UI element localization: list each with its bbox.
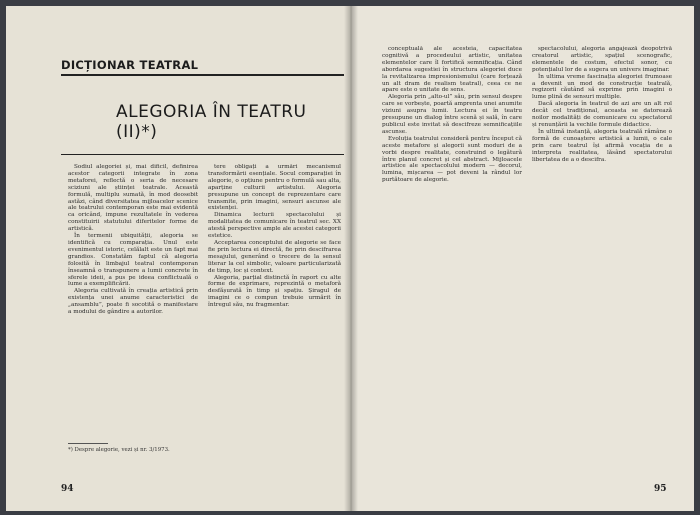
right-page <box>352 6 694 511</box>
paragraph: Alegoria prin „alto-ul” său, prin sensul despre care se vorbește, poartă amprenta unei anumite viziuni asupra lumii. Lectura ei în teatru presupune un dialog între scenă și sală, în care publicul este invitat să descifreze semnificațiile ascunse. <box>382 94 522 135</box>
left-column-1 <box>68 164 198 439</box>
footnote-rule <box>68 443 108 444</box>
left-page <box>6 6 350 511</box>
right-column-2 <box>532 46 672 478</box>
page-number-left: 94 <box>61 484 74 494</box>
paragraph: conceptuală ale acesteia, capacitatea cognitivă a procedeului artistic, unitatea elementelor care îl fortifică semnificația. Când abordarea sugestiei în structura alegoriei duce la revitalizarea impresionismului (care forțează un alt dram de realism teatral), ceea ce ne apare este o unitate de sens. <box>382 46 522 94</box>
book-gutter <box>344 6 358 511</box>
paragraph: Dinamica lecturii spectacolului și modalitatea de comunicare în teatrul sec. XX atestă perspective ample ale acestei categorii estetice. <box>208 212 341 240</box>
footnote: *) Despre alegorie, vezi și nr. 3/1973. <box>68 447 170 453</box>
paragraph: În termenii ubiquității, alegoria se identifică cu comparația. Unul este evenimentul istoric, celălalt este un fapt mai grandios. Constatăm faptul că alegoria folosită în limbajul teatral contemporan înseamnă o transpunere a lumii concrete în sferele ideii, a pus pe ideea conflictuală o lume a exemplificării. <box>68 233 198 288</box>
paragraph: Evoluția teatrului consideră pentru început că aceste metafore și alegorii sunt moduri de a vorbi despre realitate, construind o legătură între planul concret și cel abstract. Mijloacele artistice ale spectacolului modern — decorul, lumina, mișcarea — pot deveni la rândul lor purtătoare de alegorie. <box>382 135 522 184</box>
paragraph: Alegoria cultivată în creația artistică prin existența unei anume caracteristici de „ansamblu”, poate fi socotită o manifestare a modului de gândire a autorilor. <box>68 288 198 316</box>
paragraph: spectacolului, alegoria angajează deopotrivă creatorul artistic, spațiul scenografic, elementele de costum, efectul sonor, cu potențialul lor de a sugera un univers imaginar. <box>532 46 672 73</box>
section-heading: DICȚIONAR TEATRAL <box>61 58 199 72</box>
paragraph: Dacă alegoria în teatrul de azi are un alt rol decât cel tradițional, aceasta se datorează noilor modalități de comunicare cu spectatorul și renunțării la vechile formule didactice. <box>532 101 672 128</box>
paragraph: În ultimă instanță, alegoria teatrală rămâne o formă de cunoaștere artistică a lumii, o cale prin care teatrul își afirmă vocația de a interpreta realitatea, lăsând spectatorului libertatea de a o descifra. <box>532 128 672 163</box>
right-column-1 <box>382 46 522 478</box>
heading-rule <box>61 74 344 76</box>
paragraph: Alegoria, parțial distinctă în raport cu alte forme de exprimare, reprezintă o metaforă desfășurată în timp și spațiu. Șiragul de imagini ce o compun trebuie urmărit în întregul său, nu fragmentar. <box>208 274 341 309</box>
paragraph: Sodiul alegoriei și, mai dificil, definirea acestor categorii integrate în zona metaforei, reflectă o seria de necesare sciziuni ale științei teatrale. Această formulă, multiplu sumată, în mod deosebit astăzi, când diversitatea mijloacelor scenice ale teatrului contemporan este mai evidentă ca oricând, impune rezultatele în vederea constituirii statutului diferitelor forme de artistică. <box>68 164 198 233</box>
page-number-right: 95 <box>654 484 667 494</box>
article-title: ALEGORIA ÎN TEATRU (II)*) <box>116 102 307 142</box>
paragraph: Acceptarea conceptului de alegorie se face fie prin lectura ei directă, fie prin descifrarea mesajului, generând o trecere de la sensul literar la cel simbolic, valoare particularizată de timp, loc și context. <box>208 239 341 274</box>
paragraph: În ultima vreme fascinația alegoriei frumoase a devenit un mod de construcție teatrală, regizorii căutând să exprime prin imagini o lume plină de sensuri multiple. <box>532 73 672 101</box>
title-rule <box>61 154 344 155</box>
book-spread <box>6 6 694 511</box>
paragraph: tere obligați a urmări mecanismul transformării esențiale. Socul comparației în alegorie, o opțiune pentru o formulă sau alta, aparține culturii artistului. Alegoria presupune un concept de reprezentare care transmite, prin imagini, sensuri ascunse ale existenței. <box>208 164 341 212</box>
left-column-2 <box>208 164 341 479</box>
